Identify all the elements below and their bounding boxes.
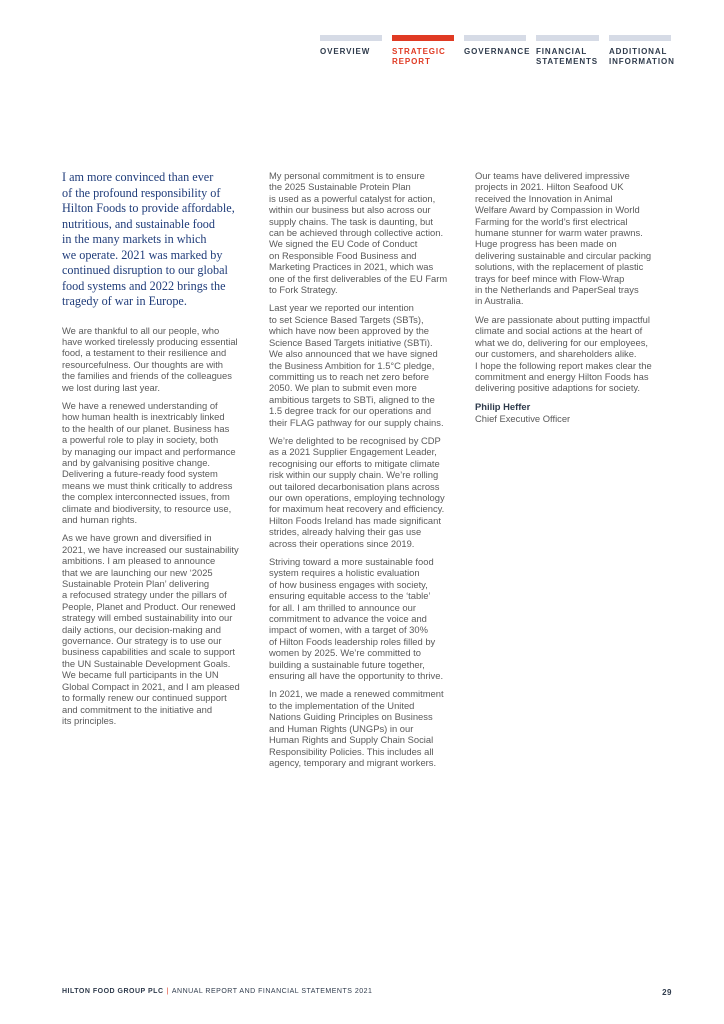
text-column-3 [475, 170, 671, 432]
nav-tab-strategic-report[interactable] [392, 35, 454, 67]
nav-bar-overview [320, 35, 382, 41]
paragraph: We have a renewed understanding of how human health is inextricably linked to the health of our planet. Business has a powerful role to play in society, both by managing our impact and performance and by galvanising positive change. Delivering a future-ready food system means we must think critically to address the complex interconnected issues, from climate and biodiversity, to resource use, and human rights. [62, 399, 236, 525]
paragraph: In 2021, we made a renewed commitment to the implementation of the United Nations Guiding Principles on Business and Human Rights (UNGPs) in our Human Rights and Supply Chain Social Responsibility Policies. This includes all agency, temporary and migrant workers. [269, 688, 444, 768]
nav-tab-governance[interactable] [464, 35, 531, 67]
paragraph: We’re delighted to be recognised by CDP as a 2021 Supplier Engagement Leader, recognising our efforts to mitigate climate risk within our supply chain. We’re rolling out tailored decarbonisation plans across our own operations, employing technology for maximum heat recovery and efficiency. Hilton Foods Ireland has made significant strides, already halving their gas use across their operations since 2019. [269, 434, 445, 549]
footer-separator: | [166, 988, 169, 995]
paragraph: Striving toward a more sustainable food system requires a holistic evaluation of how business engages with society, ensuring equitable access to the ‘table’ for all. I am thrilled to announce our commitment to advance the voice and impact of women, with a target of 30% of Hilton Foods leadership roles filled by women by 2025. We’re committed to building a sustainable future together, ensuring all have the opportunity to thrive. [269, 556, 444, 682]
nav-label-governance: GOVERNANCE [464, 47, 531, 56]
paragraph: As we have grown and diversified in 2021, we have increased our sustainability ambitions. I am pleased to announce that we are launching our new ‘2025 Sustainable Protein Plan’ delivering a refocused strategy under the pillars of People, Planet and Product. Our renewed strategy will embed sustainability into our daily actions, our decision-making and governance. Our strategy is to use our business capabilities and scale to support the UN Sustainable Development Goals. We became full participants in the UN Global Compact in 2021, and I am pleased to formally renew our continued support and commitment to the initiative and its principles. [62, 532, 240, 726]
nav-label-additional-information: ADDITIONAL INFORMATION [609, 47, 675, 66]
nav-bar-strategic-report [392, 35, 454, 41]
section-nav [320, 35, 675, 67]
paragraph: My personal commitment is to ensure the 2025 Sustainable Protein Plan is used as a powerful catalyst for action, within our business but also across our supply chains. The task is daunting, but can be achieved through collective action. We signed the EU Code of Conduct on Responsible Food Business and Marketing Practices in 2021, which was one of the first deliverables of the EU Farm to Fork Strategy. [269, 170, 448, 296]
paragraph: We are passionate about putting impactful climate and social actions at the heart of what we do, delivering for our employees, our customers, and shareholders alike. I hope the following report makes clear the commitment and energy Hilton Foods has delivering positive adaptions for society. [475, 313, 652, 394]
paragraph: We are thankful to all our people, who have worked tirelessly producing essential food, a testament to their resilience and resourcefulness. Our thoughts are with the families and friends of the colleagues we lost during last year. [62, 324, 238, 393]
lead-quote: I am more convinced than ever of the profound responsibility of Hilton Foods to provide affordable, nutritious, and sustainable food in the many markets in which we operate. 2021 was marked by continued disruption to our global food systems and 2022 brings the tragedy of war in Europe. [62, 170, 235, 308]
signature-name: Philip Heffer [475, 400, 531, 412]
nav-bar-additional-information [609, 35, 671, 41]
footer-company: HILTON FOOD GROUP PLC [62, 988, 164, 995]
nav-bar-financial-statements [536, 35, 599, 41]
page-number: 29 [662, 988, 672, 997]
nav-label-strategic-report: STRATEGIC REPORT [392, 47, 446, 66]
footer-report-title [62, 988, 372, 997]
paragraph: Last year we reported our intention to set Science Based Targets (SBTs), which have now been approved by the Science Based Targets initiative (SBTi). We also announced that we have signed the Business Ambition for 1.5°C pledge, committing us to reach net zero before 2050. We plan to submit even more ambitious targets to SBTi, aligned to the 1.5 degree track for our operations and their FLAG pathway for our supply chains. [269, 302, 444, 428]
nav-label-financial-statements: FINANCIAL STATEMENTS [536, 47, 599, 66]
paragraph: Our teams have delivered impressive projects in 2021. Hilton Seafood UK received the Innovation in Animal Welfare Award by Compassion in World Farming for the world’s first electrical humane stunner for warm water prawns. Huge progress has been made on delivering sustainable and circular packing solutions, with the replacement of plastic trays for beef mince with Flow-Wrap in the Netherlands and PaperSeal trays in Australia. [475, 170, 652, 307]
page-footer [62, 988, 672, 997]
signature-title: Chief Executive Officer [475, 413, 571, 425]
text-column-1 [62, 170, 258, 733]
nav-bar-governance [464, 35, 526, 41]
nav-tab-overview[interactable] [320, 35, 382, 67]
nav-tab-financial-statements[interactable] [536, 35, 599, 67]
footer-report: ANNUAL REPORT AND FINANCIAL STATEMENTS 2021 [171, 988, 373, 995]
nav-label-overview: OVERVIEW [320, 47, 371, 56]
text-column-2 [269, 170, 465, 775]
nav-tab-additional-information[interactable] [609, 35, 675, 67]
